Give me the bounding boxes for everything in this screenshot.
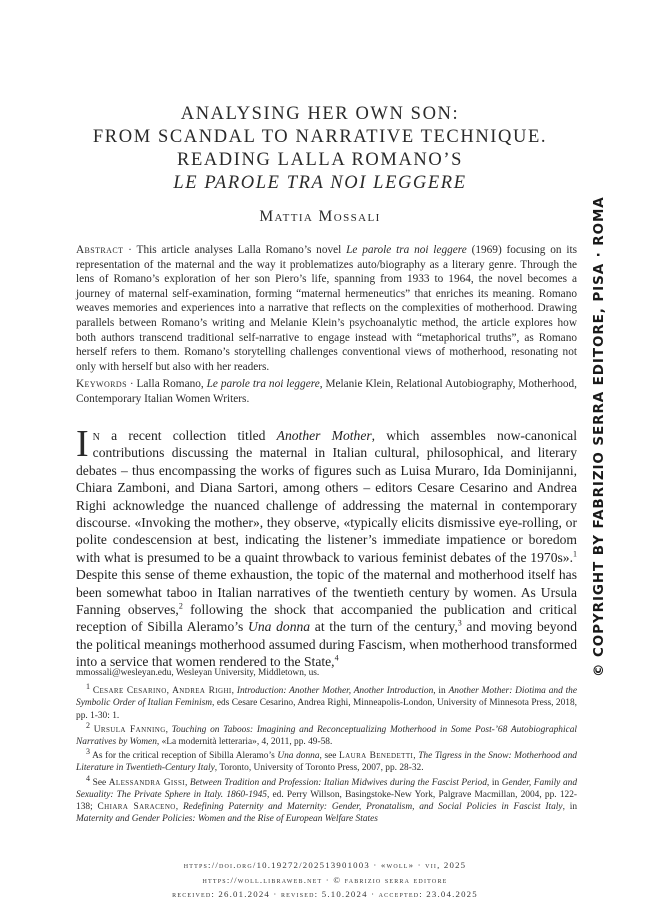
- footnote-text: , in: [562, 802, 578, 813]
- keywords-book-title: Le parole tra noi leggere: [206, 378, 320, 391]
- title-line-4: LE PAROLE TRA NOI LEGGERE: [173, 173, 467, 193]
- dates-line: received: 26.01.2024 · revised: 5.10.2024 · accepted: 23.04.2025: [172, 889, 478, 900]
- keywords-text-2: , Melanie Klein, Relational Autobiography, Motherhood, Contemporary Italian Women Writers.: [76, 378, 577, 405]
- footnote-ref-1[interactable]: 1: [573, 549, 577, 559]
- footnote-3: $^3$ As for the critical reception of Sibilla Aleramo’s Una donna, see Laura Benedetti, The Tigress in the Snow: Motherhood and Literature in Twentieth-Century Italy, Toronto, University of Toronto Press, 2007, pp. 28-32.: [76, 747, 577, 774]
- body-segment: Despite this sense of theme exhaustion, the topic of the maternal and motherhood itself has been somewhat taboo in Italian narratives of the twentieth century by women. As Ursula Fanning observes,: [76, 567, 577, 618]
- footnote-title: Introduction: Another Mother, Another Introduction: [236, 686, 434, 697]
- footnote-2: $^2$ Ursula Fanning, Touching on Taboos: Imagining and Reconceptualizing Motherhood in Some Post-’68 Autobiographical Narratives by Women, «La modernità letteraria», 4, 2011, pp. 49-58.: [76, 720, 578, 748]
- title-line-2: FROM SCANDAL TO NARRATIVE TECHNIQUE.: [92, 127, 548, 147]
- doi-line[interactable]: https://doi.org/10.19272/202513901003 · «woll» · vii, 2025: [183, 860, 467, 870]
- body-segment: , which assembles now-canonical contributions discussing the maternal in Italian cultural, philosophical, and literary debates – thus encompassing the works of figures such as Luisa Muraro, Ida Dominijanni, Chiara Zamboni, and Diana Sartori, among others – editors Cesare Cesarino and Andrea Righi acknowledge the nuanced challenge of addressing the maternal in contemporary discourse. «Invoking the mother», they observe, «typically elicits dismissive eye-rolling, or polite condescension at best, indicating the listener’s immediate impatience or boredom with what is presumed to be a quaint throwback to various feminist debates of the 1970s».: [76, 428, 577, 565]
- footnote-ref-2[interactable]: 2: [178, 601, 183, 611]
- footnote-title: Another Mother: Diotima and the Symbolic Order of Italian Feminism: [76, 686, 578, 709]
- abstract-text-1: This article analyses Lalla Romano’s novel: [136, 244, 347, 256]
- footnote-text: , «La modernità letteraria», 4, 2011, pp. 49-58.: [156, 737, 333, 748]
- abstract-paragraph: [76, 243, 577, 374]
- footnote-number: 3: [86, 747, 90, 757]
- body-segment: following the shock that accompanied the publication and critical reception of Sibilla Aleramo’s: [76, 602, 577, 635]
- footnote-title: Maternity and Gender Policies: Women and the Rise of European Welfare States: [76, 814, 378, 825]
- footnote-title: Una donna: [277, 751, 320, 762]
- body-italic-una-donna: Una donna: [248, 619, 311, 635]
- footnote-title: The Tigress in the Snow: Motherhood and Literature in Twentieth-Century Italy: [76, 751, 577, 774]
- footnote-text: , ed. Perry Willson, Basingstoke-New York, Palgrave Macmillan, 2004, pp. 122-138;: [76, 789, 578, 813]
- footnote-text: , in: [486, 777, 502, 788]
- keywords-separator: ·: [126, 378, 137, 391]
- author-affiliation: mmossali@wesleyan.edu, Wesleyan University, Middletown, us.: [76, 668, 320, 678]
- body-italic-another-mother: Another Mother: [276, 428, 372, 443]
- drop-cap: I: [76, 423, 89, 465]
- footnote-ref-3[interactable]: 3: [457, 618, 462, 628]
- abstract-text-2: (1969) focusing on its representation of the maternal and the way it problematizes auto/biography as a literary genre. Through the lens of Romano’s exploration of her son Piero’s life, spanning from 1933 to 1964, the novel becomes a journey of maternal self-examination, forming “maternal hermeneutics” that enriches its meaning. Romano weaves memories and experiences into a narrative that reflects on the complexities of motherhood. Drawing parallels between Romano’s writing and Melanie Klein’s psychoanalytic method, the article explores how both authors transcend traditional self-narrative to engage instead with “metaphorical truths”, as Romano herself refers to them. Romano’s storytelling challenges conventional views of motherhood, resonating not only with herself but also with her readers.: [76, 244, 578, 373]
- keywords: [76, 377, 577, 406]
- footnote-text: , see: [319, 751, 340, 762]
- title-line-1: ANALYSING HER OWN SON:: [180, 104, 460, 124]
- lead-in: n: [92, 428, 100, 443]
- abstract: [76, 243, 577, 407]
- body-text: [76, 423, 577, 671]
- footnote-author: Alessandra Gissi: [108, 777, 185, 788]
- footnote-text: , in: [433, 686, 449, 697]
- footnote-number: 1: [86, 682, 90, 692]
- keywords-label: Keywords: [76, 378, 127, 391]
- footnote-author: Ursula Fanning: [93, 724, 166, 735]
- footnote-text: As for the critical reception of Sibilla Aleramo’s: [92, 751, 278, 762]
- page-footer: [60, 858, 590, 902]
- abstract-book-title: Le parole tra noi leggere: [346, 244, 467, 256]
- footnote-text: , Toronto, University of Toronto Press, 2007, pp. 28-32.: [214, 763, 424, 774]
- footnote-title: Gender, Family and Sexuality: The Private Sphere in Italy. 1860-1945: [76, 777, 578, 800]
- footnote-author: Chiara Saraceno: [97, 802, 176, 813]
- footnote-number: 4: [86, 773, 90, 783]
- body-segment: and moving beyond the political meanings motherhood assumed during Fascism, when motherhood transformed into a service that women rendered to the State,: [76, 619, 577, 670]
- footnote-title: Touching on Taboos: Imagining and Reconceptualizing Motherhood in Some Post-’68 Autobiographical Narratives by Women: [76, 724, 578, 748]
- footnote-text: See: [92, 777, 109, 788]
- abstract-label: Abstract: [76, 244, 124, 256]
- footnote-title: Between Tradition and Profession: Italian Midwives during the Fascist Period: [189, 777, 487, 788]
- footnote-author: Laura Benedetti: [339, 751, 414, 762]
- footnote-number: 2: [86, 720, 90, 730]
- title-line-3: READING LALLA ROMANO’S: [177, 150, 463, 170]
- footnote-author: Cesare Cesarino, Andrea Righi: [92, 686, 232, 697]
- article-title: [60, 103, 580, 226]
- footnote-1: $^1$ Cesare Cesarino, Andrea Righi, Introduction: Another Mother, Another Introduction, in Another Mother: Diotima and the Symbolic Order of Italian Feminism, eds Cesare Cesarino, Andrea Righi, Minneapolis-London, University of Minnesota Press, 2018, pp. 1-30: 1.: [76, 682, 578, 721]
- body-segment: a recent collection titled: [99, 428, 277, 443]
- author-name: Mattia Mossali: [259, 208, 381, 225]
- footnotes: [76, 667, 577, 827]
- body-segment: at the turn of the century,: [310, 619, 458, 635]
- footnote-text: , eds Cesare Cesarino, Andrea Righi, Minneapolis-London, University of Minnesota Press, 2018, pp. 1-30: 1.: [76, 698, 578, 721]
- keywords-text-1: Lalla Romano,: [136, 378, 207, 391]
- footnote-title: Redefining Paternity and Maternity: Gender, Pronatalism, and Social Policies in Fascist Italy: [182, 802, 563, 813]
- website-line[interactable]: https://woll.libraweb.net · © fabrizio serra editore: [202, 874, 448, 885]
- footnote-4: $^4$ See Alessandra Gissi, Between Tradition and Profession: Italian Midwives during the Fascist Period, in Gender, Family and Sexuality: The Private Sphere in Italy. 1860-1945, ed. Perry Willson, Basingstoke-New York, Palgrave Macmillan, 2004, pp. 122-138; Chiara Saraceno, Redefining Paternity and Maternity: Gender, Pronatalism, and Social Policies in Fascist Italy, in Maternity and Gender Policies: Women and the Rise of European Welfare States: [76, 773, 578, 825]
- copyright-notice: © COPYRIGHT BY FABRIZIO SERRA EDITORE, PISA · ROMA: [591, 196, 607, 677]
- footnote-ref-4[interactable]: 4: [334, 653, 339, 663]
- abstract-separator: ·: [123, 244, 137, 256]
